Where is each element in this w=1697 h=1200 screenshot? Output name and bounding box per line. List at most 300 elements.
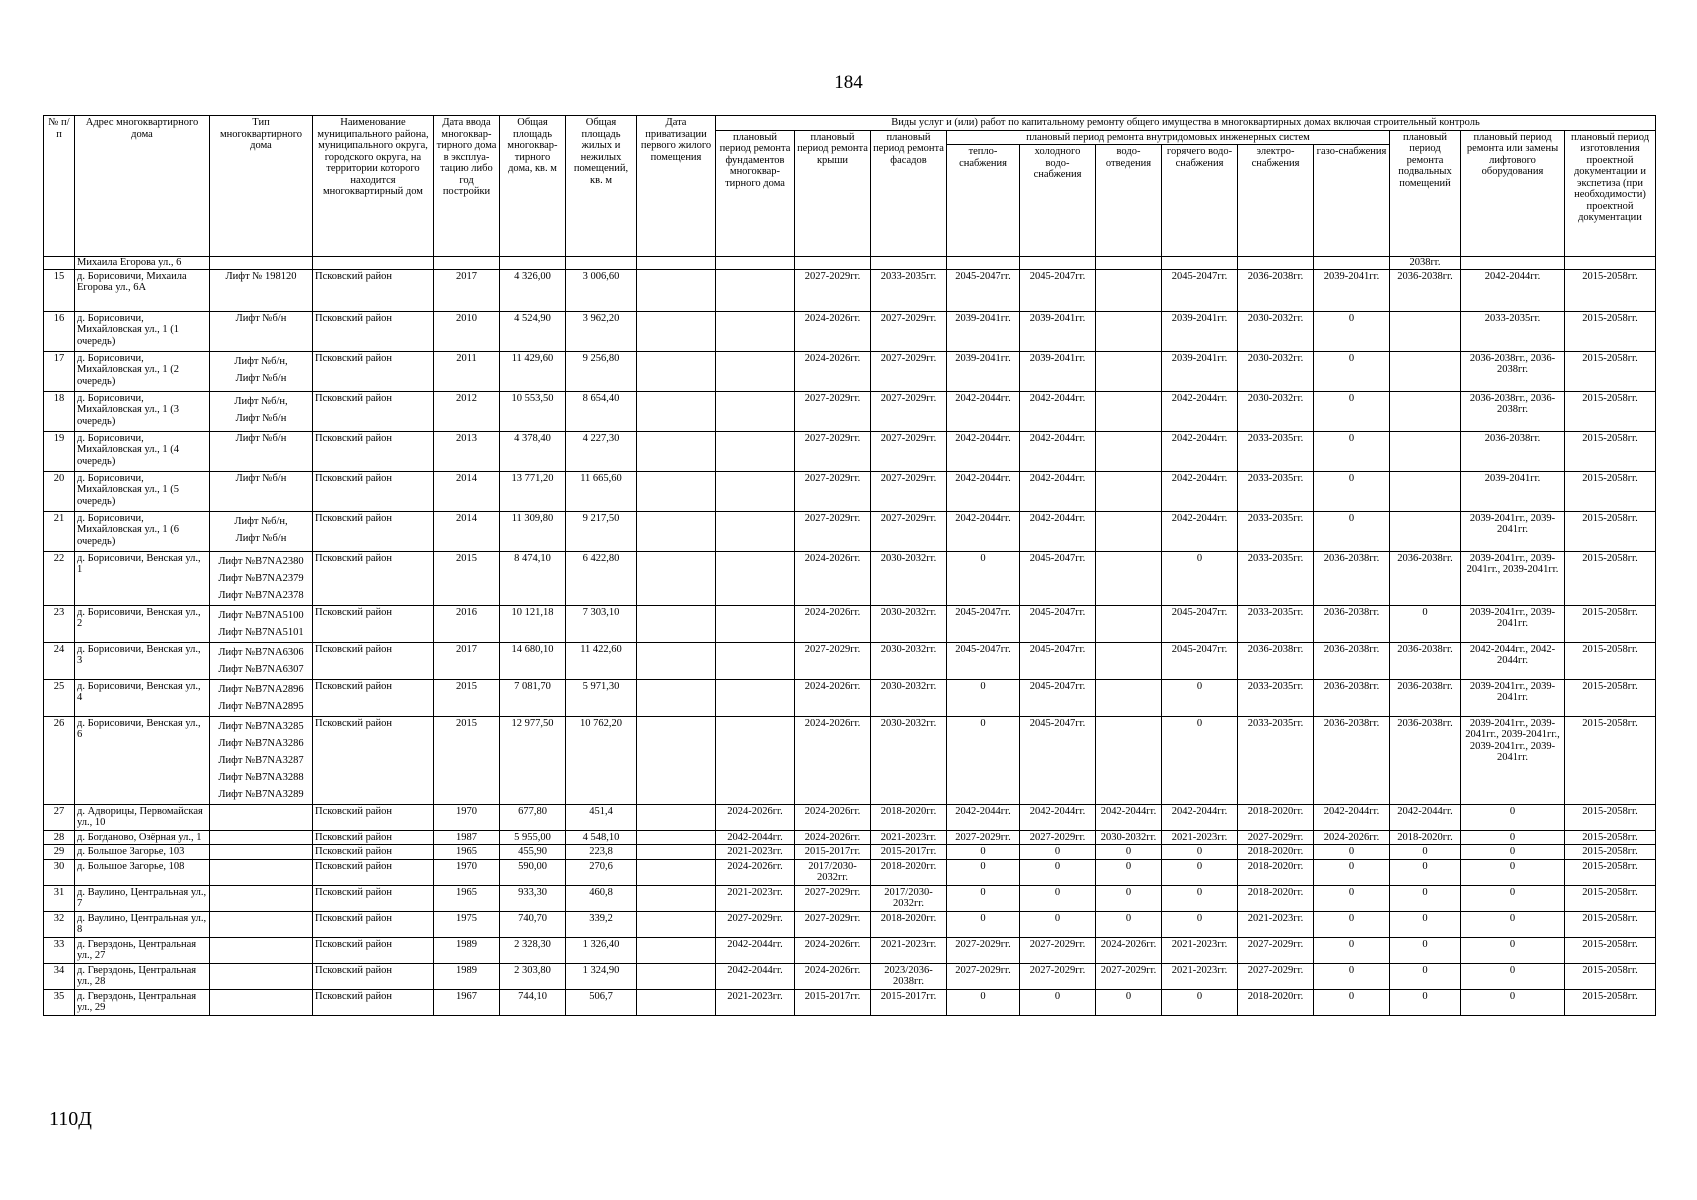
cell-foundation xyxy=(716,351,795,391)
cell-sewage: 2027-2029гг. xyxy=(1096,963,1162,989)
lift-id: Лифт №B7NA2380 xyxy=(218,555,304,567)
cell-design: 2015-2058гг. xyxy=(1565,642,1656,679)
cell-living-area: 1 326,40 xyxy=(566,937,637,963)
cell-cold-water: 2042-2044гг. xyxy=(1020,471,1096,511)
cell-lift: 2036-2038гг., 2036-2038гг. xyxy=(1461,351,1565,391)
cell-electric xyxy=(1238,257,1314,270)
cell-foundation xyxy=(716,679,795,716)
lift-id: Лифт № 198120 xyxy=(225,270,297,282)
cell-foundation xyxy=(716,642,795,679)
cell-design: 2015-2058гг. xyxy=(1565,911,1656,937)
header-basement: плановый период ремонта подвальных помещений xyxy=(1390,130,1461,257)
cell-lift: 2036-2038гг. xyxy=(1461,431,1565,471)
cell-total-area: 4 524,90 xyxy=(500,311,566,351)
cell-gas: 0 xyxy=(1314,989,1390,1015)
cell-facade: 2018-2020гг. xyxy=(871,859,947,885)
lift-id: Лифт №б/н xyxy=(235,412,287,424)
cell-hot-water xyxy=(1162,257,1238,270)
cell-basement xyxy=(1390,471,1461,511)
cell-cold-water: 2027-2029гг. xyxy=(1020,963,1096,989)
cell-electric: 2033-2035гг. xyxy=(1238,471,1314,511)
cell-cold-water: 0 xyxy=(1020,859,1096,885)
cell-privatization xyxy=(637,989,716,1015)
cell-roof: 2024-2026гг. xyxy=(795,605,871,642)
cell-roof: 2027-2029гг. xyxy=(795,269,871,311)
cell-num: 18 xyxy=(44,391,75,431)
cell-sewage: 0 xyxy=(1096,859,1162,885)
cell-total-area: 2 328,30 xyxy=(500,937,566,963)
cell-roof: 2024-2026гг. xyxy=(795,937,871,963)
cell-hot-water: 2039-2041гг. xyxy=(1162,351,1238,391)
cell-privatization xyxy=(637,845,716,860)
lift-id: Лифт №б/н, xyxy=(234,515,288,527)
cell-electric: 2036-2038гг. xyxy=(1238,269,1314,311)
cell-address: д. Борисовичи, Венская ул., 2 xyxy=(75,605,210,642)
cell-roof: 2015-2017гг. xyxy=(795,989,871,1015)
cell-electric: 2018-2020гг. xyxy=(1238,989,1314,1015)
cell-lift: 2042-2044гг. xyxy=(1461,269,1565,311)
cell-hot-water: 2042-2044гг. xyxy=(1162,471,1238,511)
cell-district: Псковский район xyxy=(313,804,434,830)
cell-hot-water: 2045-2047гг. xyxy=(1162,605,1238,642)
cell-type xyxy=(210,830,313,845)
lift-id: Лифт №B7NA2895 xyxy=(218,700,304,712)
cell-facade: 2018-2020гг. xyxy=(871,804,947,830)
cell-district: Псковский район xyxy=(313,311,434,351)
cell-cold-water: 2042-2044гг. xyxy=(1020,391,1096,431)
header-commission-date: Дата ввода многоквар-тирного дома в эксплуа-тацию либо год постройки xyxy=(434,116,500,257)
cell-year: 1975 xyxy=(434,911,500,937)
header-roof: плановый период ремонта крыши xyxy=(795,130,871,257)
cell-type xyxy=(210,804,313,830)
cell-foundation xyxy=(716,716,795,804)
cell-basement: 2038гг. xyxy=(1390,257,1461,270)
cell-num: 26 xyxy=(44,716,75,804)
cell-lift: 2039-2041гг., 2039-2041гг. xyxy=(1461,511,1565,551)
cell-roof: 2027-2029гг. xyxy=(795,642,871,679)
cell-heat: 2042-2044гг. xyxy=(947,804,1020,830)
cell-lift: 0 xyxy=(1461,804,1565,830)
page-number: 184 xyxy=(834,72,863,93)
cell-heat: 2039-2041гг. xyxy=(947,351,1020,391)
cell-facade: 2017/2030-2032гг. xyxy=(871,885,947,911)
table-row xyxy=(44,804,1656,830)
cell-num: 22 xyxy=(44,551,75,605)
cell-living-area: 3 006,60 xyxy=(566,269,637,311)
cell-roof: 2024-2026гг. xyxy=(795,804,871,830)
cell-address: д. Ваулино, Центральная ул., 7 xyxy=(75,885,210,911)
cell-num: 19 xyxy=(44,431,75,471)
cell-cold-water: 2045-2047гг. xyxy=(1020,642,1096,679)
cell-total-area: 740,70 xyxy=(500,911,566,937)
cell-electric: 2036-2038гг. xyxy=(1238,642,1314,679)
cell-privatization xyxy=(637,937,716,963)
table-row xyxy=(44,679,1656,716)
cell-heat: 2042-2044гг. xyxy=(947,511,1020,551)
cell-gas: 0 xyxy=(1314,911,1390,937)
cell-roof: 2024-2026гг. xyxy=(795,716,871,804)
cell-gas: 2024-2026гг. xyxy=(1314,830,1390,845)
cell-hot-water: 2042-2044гг. xyxy=(1162,391,1238,431)
header-address: Адрес многоквартирного дома xyxy=(75,116,210,257)
cell-heat: 2045-2047гг. xyxy=(947,642,1020,679)
cell-address: д. Адворицы, Первомайская ул., 10 xyxy=(75,804,210,830)
cell-roof: 2027-2029гг. xyxy=(795,471,871,511)
cell-heat xyxy=(947,257,1020,270)
cell-sewage: 2042-2044гг. xyxy=(1096,804,1162,830)
cell-design: 2015-2058гг. xyxy=(1565,351,1656,391)
cell-heat: 0 xyxy=(947,716,1020,804)
cell-basement: 0 xyxy=(1390,963,1461,989)
cell-cold-water: 2042-2044гг. xyxy=(1020,511,1096,551)
cell-facade: 2030-2032гг. xyxy=(871,679,947,716)
cell-year: 1989 xyxy=(434,937,500,963)
cell-lift: 2039-2041гг., 2039-2041гг. xyxy=(1461,605,1565,642)
cell-living-area: 4 548,10 xyxy=(566,830,637,845)
cell-foundation: 2021-2023гг. xyxy=(716,989,795,1015)
cell-sewage: 2024-2026гг. xyxy=(1096,937,1162,963)
cell-hot-water: 2045-2047гг. xyxy=(1162,269,1238,311)
cell-total-area xyxy=(500,257,566,270)
cell-facade: 2027-2029гг. xyxy=(871,351,947,391)
cell-total-area: 590,00 xyxy=(500,859,566,885)
cell-sewage: 0 xyxy=(1096,885,1162,911)
cell-district: Псковский район xyxy=(313,937,434,963)
cell-design: 2015-2058гг. xyxy=(1565,845,1656,860)
cell-roof: 2015-2017гг. xyxy=(795,845,871,860)
cell-cold-water: 0 xyxy=(1020,845,1096,860)
cell-roof xyxy=(795,257,871,270)
cell-basement: 2036-2038гг. xyxy=(1390,716,1461,804)
cell-heat: 0 xyxy=(947,845,1020,860)
lift-id: Лифт №B7NA2378 xyxy=(218,589,304,601)
cell-facade: 2023/2036-2038гг. xyxy=(871,963,947,989)
cell-facade: 2021-2023гг. xyxy=(871,937,947,963)
cell-living-area: 3 962,20 xyxy=(566,311,637,351)
cell-address: д. Борисовичи, Михайловская ул., 1 (2 очередь) xyxy=(75,351,210,391)
cell-basement: 2036-2038гг. xyxy=(1390,551,1461,605)
cell-district: Псковский район xyxy=(313,511,434,551)
cell-basement: 2018-2020гг. xyxy=(1390,830,1461,845)
cell-facade: 2027-2029гг. xyxy=(871,511,947,551)
cell-electric: 2033-2035гг. xyxy=(1238,511,1314,551)
lift-id: Лифт №B7NA3286 xyxy=(218,737,304,749)
cell-address: д. Борисовичи, Венская ул., 6 xyxy=(75,716,210,804)
cell-district: Псковский район xyxy=(313,716,434,804)
cell-hot-water: 2021-2023гг. xyxy=(1162,937,1238,963)
cell-lift: 2033-2035гг. xyxy=(1461,311,1565,351)
cell-roof: 2017/2030-2032гг. xyxy=(795,859,871,885)
cell-year: 2017 xyxy=(434,269,500,311)
cell-gas: 0 xyxy=(1314,885,1390,911)
cell-total-area: 7 081,70 xyxy=(500,679,566,716)
cell-sewage xyxy=(1096,679,1162,716)
cell-roof: 2024-2026гг. xyxy=(795,311,871,351)
cell-cold-water: 2045-2047гг. xyxy=(1020,551,1096,605)
cell-facade: 2030-2032гг. xyxy=(871,605,947,642)
cell-heat: 2045-2047гг. xyxy=(947,605,1020,642)
cell-lift: 0 xyxy=(1461,963,1565,989)
cell-privatization xyxy=(637,257,716,270)
cell-electric: 2027-2029гг. xyxy=(1238,830,1314,845)
cell-living-area: 6 422,80 xyxy=(566,551,637,605)
cell-address: д. Борисовичи, Михайловская ул., 1 (6 очередь) xyxy=(75,511,210,551)
cell-living-area: 4 227,30 xyxy=(566,431,637,471)
cell-foundation: 2042-2044гг. xyxy=(716,963,795,989)
cell-privatization xyxy=(637,311,716,351)
cell-basement xyxy=(1390,311,1461,351)
cell-design: 2015-2058гг. xyxy=(1565,471,1656,511)
cell-electric: 2021-2023гг. xyxy=(1238,911,1314,937)
cell-year: 1989 xyxy=(434,963,500,989)
cell-foundation xyxy=(716,311,795,351)
cell-type xyxy=(210,963,313,989)
cell-num: 35 xyxy=(44,989,75,1015)
cell-cold-water: 0 xyxy=(1020,885,1096,911)
cell-num: 24 xyxy=(44,642,75,679)
cell-num: 17 xyxy=(44,351,75,391)
footer-code: 110Д xyxy=(49,1108,92,1130)
lift-id: Лифт №B7NA2379 xyxy=(218,572,304,584)
cell-living-area: 339,2 xyxy=(566,911,637,937)
cell-total-area: 4 326,00 xyxy=(500,269,566,311)
cell-roof: 2024-2026гг. xyxy=(795,351,871,391)
cell-heat: 0 xyxy=(947,885,1020,911)
header-works-group: Виды услуг и (или) работ по капитальному ремонту общего имущества в многоквартирных домах включая строительный контроль xyxy=(716,116,1656,131)
cell-num: 23 xyxy=(44,605,75,642)
cell-sewage xyxy=(1096,269,1162,311)
cell-hot-water: 2021-2023гг. xyxy=(1162,963,1238,989)
cell-lift: 0 xyxy=(1461,885,1565,911)
cell-year: 2010 xyxy=(434,311,500,351)
cell-gas: 0 xyxy=(1314,845,1390,860)
cell-cold-water: 2045-2047гг. xyxy=(1020,679,1096,716)
cell-living-area xyxy=(566,257,637,270)
cell-living-area: 451,4 xyxy=(566,804,637,830)
cell-roof: 2024-2026гг. xyxy=(795,551,871,605)
cell-electric: 2018-2020гг. xyxy=(1238,804,1314,830)
cell-foundation xyxy=(716,605,795,642)
cell-hot-water: 0 xyxy=(1162,859,1238,885)
cell-privatization xyxy=(637,804,716,830)
cell-design: 2015-2058гг. xyxy=(1565,431,1656,471)
cell-heat: 2027-2029гг. xyxy=(947,830,1020,845)
cell-lift: 0 xyxy=(1461,859,1565,885)
table-header xyxy=(44,116,1656,257)
cell-lift: 0 xyxy=(1461,830,1565,845)
cell-year: 1965 xyxy=(434,845,500,860)
cell-lift xyxy=(1461,257,1565,270)
cell-privatization xyxy=(637,391,716,431)
cell-design: 2015-2058гг. xyxy=(1565,605,1656,642)
cell-sewage xyxy=(1096,642,1162,679)
cell-living-area: 1 324,90 xyxy=(566,963,637,989)
cell-type xyxy=(210,859,313,885)
cell-address: д. Борисовичи, Михайловская ул., 1 (5 очередь) xyxy=(75,471,210,511)
cell-district: Псковский район xyxy=(313,391,434,431)
cell-living-area: 5 971,30 xyxy=(566,679,637,716)
cell-lift: 2039-2041гг. xyxy=(1461,471,1565,511)
cell-year: 2015 xyxy=(434,679,500,716)
cell-electric: 2030-2032гг. xyxy=(1238,311,1314,351)
header-foundation: плановый период ремонта фундаментов многоквар-тирного дома xyxy=(716,130,795,257)
cell-hot-water: 2042-2044гг. xyxy=(1162,804,1238,830)
cell-year: 2011 xyxy=(434,351,500,391)
cell-num xyxy=(44,257,75,270)
lift-id: Лифт №б/н xyxy=(235,472,287,484)
cell-basement: 0 xyxy=(1390,911,1461,937)
cell-foundation: 2027-2029гг. xyxy=(716,911,795,937)
cell-electric: 2018-2020гг. xyxy=(1238,859,1314,885)
cell-facade: 2030-2032гг. xyxy=(871,716,947,804)
cell-design: 2015-2058гг. xyxy=(1565,804,1656,830)
cell-privatization xyxy=(637,679,716,716)
cell-design: 2015-2058гг. xyxy=(1565,859,1656,885)
table-row xyxy=(44,885,1656,911)
cell-electric: 2018-2020гг. xyxy=(1238,845,1314,860)
cell-living-area: 223,8 xyxy=(566,845,637,860)
cell-district: Псковский район xyxy=(313,885,434,911)
cell-address: д. Борисовичи, Михаила Егорова ул., 6А xyxy=(75,269,210,311)
cell-district: Псковский район xyxy=(313,679,434,716)
cell-district: Псковский район xyxy=(313,269,434,311)
cell-total-area: 11 309,80 xyxy=(500,511,566,551)
cell-privatization xyxy=(637,716,716,804)
cell-sewage xyxy=(1096,605,1162,642)
cell-address: д. Борисовичи, Михайловская ул., 1 (3 очередь) xyxy=(75,391,210,431)
cell-year xyxy=(434,257,500,270)
table-row xyxy=(44,269,1656,311)
cell-address: д. Борисовичи, Венская ул., 4 xyxy=(75,679,210,716)
cell-total-area: 4 378,40 xyxy=(500,431,566,471)
cell-facade: 2027-2029гг. xyxy=(871,391,947,431)
cell-gas: 2036-2038гг. xyxy=(1314,605,1390,642)
cell-total-area: 12 977,50 xyxy=(500,716,566,804)
cell-living-area: 460,8 xyxy=(566,885,637,911)
lift-id: Лифт №B7NA3289 xyxy=(218,788,304,800)
cell-sewage xyxy=(1096,351,1162,391)
cell-num: 32 xyxy=(44,911,75,937)
cell-gas: 0 xyxy=(1314,511,1390,551)
cell-design: 2015-2058гг. xyxy=(1565,830,1656,845)
table-row xyxy=(44,511,1656,551)
cell-privatization xyxy=(637,471,716,511)
cell-address: д. Борисовичи, Венская ул., 3 xyxy=(75,642,210,679)
cell-living-area: 506,7 xyxy=(566,989,637,1015)
cell-design: 2015-2058гг. xyxy=(1565,551,1656,605)
lift-id: Лифт №B7NA3288 xyxy=(218,771,304,783)
cell-basement: 0 xyxy=(1390,859,1461,885)
cell-district: Псковский район xyxy=(313,605,434,642)
cell-num: 21 xyxy=(44,511,75,551)
cell-year: 2014 xyxy=(434,511,500,551)
table-row xyxy=(44,963,1656,989)
cell-address: д. Гверздонь, Центральная ул., 29 xyxy=(75,989,210,1015)
cell-lift: 2039-2041гг., 2039-2041гг. xyxy=(1461,679,1565,716)
cell-heat: 2027-2029гг. xyxy=(947,937,1020,963)
lift-id: Лифт №б/н, xyxy=(234,395,288,407)
table-row xyxy=(44,351,1656,391)
header-gas: газо-снабжения xyxy=(1314,145,1390,257)
cell-num: 20 xyxy=(44,471,75,511)
cell-year: 1965 xyxy=(434,885,500,911)
cell-hot-water: 2042-2044гг. xyxy=(1162,431,1238,471)
table-row xyxy=(44,642,1656,679)
cell-heat: 2027-2029гг. xyxy=(947,963,1020,989)
cell-privatization xyxy=(637,605,716,642)
cell-hot-water: 0 xyxy=(1162,885,1238,911)
cell-design: 2015-2058гг. xyxy=(1565,716,1656,804)
cell-privatization xyxy=(637,859,716,885)
cell-roof: 2027-2029гг. xyxy=(795,511,871,551)
lift-id: Лифт №б/н xyxy=(235,372,287,384)
cell-address: д. Богданово, Озёрная ул., 1 xyxy=(75,830,210,845)
cell-facade xyxy=(871,257,947,270)
cell-gas: 0 xyxy=(1314,391,1390,431)
cell-year: 2015 xyxy=(434,716,500,804)
cell-hot-water: 0 xyxy=(1162,551,1238,605)
cell-design: 2015-2058гг. xyxy=(1565,679,1656,716)
cell-living-area: 8 654,40 xyxy=(566,391,637,431)
cell-heat: 0 xyxy=(947,859,1020,885)
cell-sewage: 0 xyxy=(1096,911,1162,937)
table-body xyxy=(44,257,1656,1016)
lift-id: Лифт №б/н xyxy=(235,532,287,544)
cell-cold-water: 0 xyxy=(1020,989,1096,1015)
cell-design: 2015-2058гг. xyxy=(1565,989,1656,1015)
cell-sewage: 2030-2032гг. xyxy=(1096,830,1162,845)
cell-total-area: 10 553,50 xyxy=(500,391,566,431)
cell-address: д. Большое Загорье, 103 xyxy=(75,845,210,860)
cell-electric: 2030-2032гг. xyxy=(1238,351,1314,391)
cell-cold-water: 2027-2029гг. xyxy=(1020,937,1096,963)
header-lift: плановый период ремонта или замены лифтового оборудования xyxy=(1461,130,1565,257)
cell-type xyxy=(210,391,313,431)
cell-gas: 0 xyxy=(1314,937,1390,963)
cell-district: Псковский район xyxy=(313,859,434,885)
cell-roof: 2027-2029гг. xyxy=(795,391,871,431)
cell-year: 2014 xyxy=(434,471,500,511)
header-cold-water: холодного водо-снабжения xyxy=(1020,145,1096,257)
cell-privatization xyxy=(637,551,716,605)
header-district: Наименование муниципального района, муниципального округа, городского округа, на территории которого находится многоквартирный дом xyxy=(313,116,434,257)
cell-hot-water: 0 xyxy=(1162,716,1238,804)
cell-district: Псковский район xyxy=(313,431,434,471)
cell-foundation xyxy=(716,431,795,471)
cell-type xyxy=(210,605,313,642)
cell-cold-water: 2042-2044гг. xyxy=(1020,431,1096,471)
cell-living-area: 9 256,80 xyxy=(566,351,637,391)
cell-heat: 2045-2047гг. xyxy=(947,269,1020,311)
cell-roof: 2027-2029гг. xyxy=(795,911,871,937)
cell-type xyxy=(210,642,313,679)
cell-lift: 0 xyxy=(1461,989,1565,1015)
cell-address: д. Борисовичи, Михайловская ул., 1 (4 очередь) xyxy=(75,431,210,471)
cell-electric: 2033-2035гг. xyxy=(1238,679,1314,716)
cell-gas: 2039-2041гг. xyxy=(1314,269,1390,311)
cell-district: Псковский район xyxy=(313,830,434,845)
cell-hot-water: 0 xyxy=(1162,989,1238,1015)
cell-type xyxy=(210,989,313,1015)
cell-hot-water: 2042-2044гг. xyxy=(1162,511,1238,551)
cell-sewage xyxy=(1096,471,1162,511)
cell-total-area: 14 680,10 xyxy=(500,642,566,679)
cell-basement: 2036-2038гг. xyxy=(1390,642,1461,679)
cell-hot-water: 0 xyxy=(1162,911,1238,937)
header-heat: тепло-снабжения xyxy=(947,145,1020,257)
cell-design: 2015-2058гг. xyxy=(1565,391,1656,431)
cell-roof: 2024-2026гг. xyxy=(795,830,871,845)
